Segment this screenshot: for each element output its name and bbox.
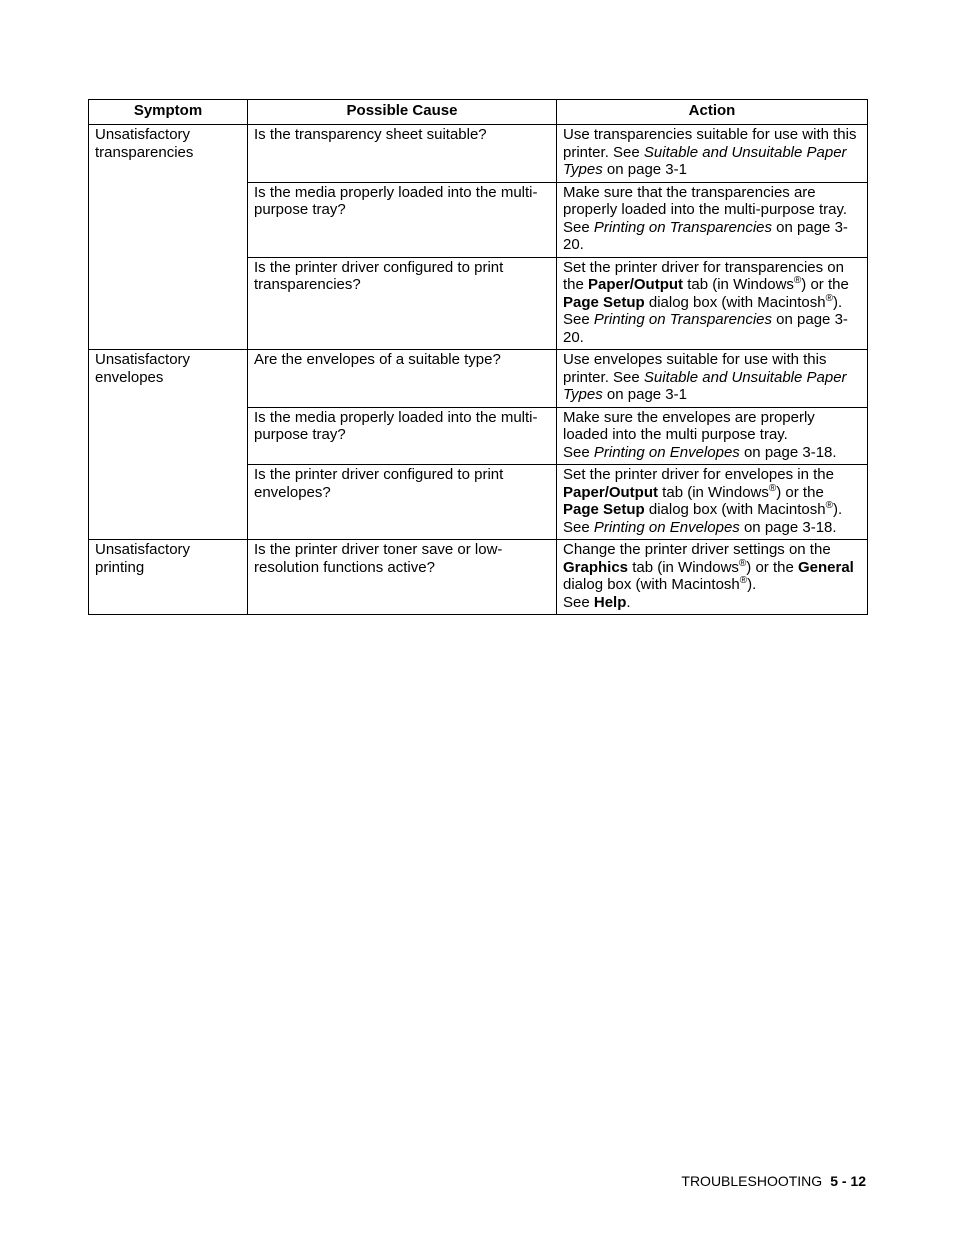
action-cell (557, 125, 868, 183)
cause-cell: Is the printer driver toner save or low-resolution functions active? (248, 540, 557, 615)
table-row (89, 125, 868, 183)
action-text: Make sure the envelopes are properly loaded into the multi purpose tray. (563, 408, 815, 443)
action-text: ) or the (746, 558, 798, 576)
action-text: Set the printer driver for envelopes in the (563, 466, 834, 483)
action-text: tab (in Windows (683, 276, 794, 293)
cause-cell: Is the media properly loaded into the multi-purpose tray? (248, 407, 557, 465)
dialog-name: Page Setup (563, 293, 645, 311)
troubleshooting-table (88, 99, 868, 615)
action-text: tab (in Windows (658, 483, 769, 501)
action-text: See (563, 311, 594, 328)
action-text: ) or the (801, 276, 849, 293)
action-reference: Printing on Envelopes (593, 443, 740, 461)
action-text: Use transparencies suitable for use with this printer. See (563, 126, 857, 161)
action-cell (557, 540, 868, 615)
action-reference: Printing on Transparencies (593, 218, 773, 236)
registered-mark: ® (768, 482, 777, 494)
action-text: ). (833, 501, 843, 518)
action-cell (557, 350, 868, 408)
action-text: on page 3-18. (739, 443, 837, 461)
action-text: ). (833, 293, 843, 311)
header-symptom: Symptom (89, 100, 248, 125)
cause-cell: Are the envelopes of a suitable type? (248, 350, 557, 408)
registered-mark: ® (738, 557, 747, 569)
action-cell (557, 465, 868, 540)
action-cell (557, 257, 868, 350)
table-row (89, 350, 868, 408)
action-text: . (626, 593, 631, 611)
action-text: dialog box (with Macintosh (644, 501, 826, 518)
header-action: Action (557, 100, 868, 125)
action-text: on page 3-1 (602, 386, 687, 403)
page-number: 5 - 12 (830, 1173, 866, 1189)
action-text: See (563, 443, 594, 461)
cause-cell: Is the media properly loaded into the multi-purpose tray? (248, 182, 557, 257)
symptom-cell: Unsatisfactory envelopes (89, 350, 248, 540)
table-row (89, 540, 868, 615)
registered-mark: ® (825, 292, 833, 304)
action-text: on page 3-1 (602, 161, 687, 178)
tab-name: Paper/Output (588, 276, 684, 293)
action-cell (557, 407, 868, 465)
footer-section-title: TROUBLESHOOTING (681, 1173, 823, 1189)
cause-cell: Is the printer driver configured to print transparencies? (248, 257, 557, 350)
registered-mark: ® (825, 500, 833, 511)
action-text: dialog box (with Macintosh (644, 293, 826, 311)
action-text: on page 3-18. (739, 518, 837, 536)
dialog-name: Page Setup (563, 501, 645, 518)
table-header-row (89, 100, 868, 125)
action-text: tab (in Windows (628, 558, 739, 576)
help-reference: Help (593, 593, 627, 611)
cause-cell: Is the printer driver configured to print envelopes? (248, 465, 557, 540)
symptom-cell: Unsatisfactory transparencies (89, 125, 248, 350)
action-text: on page 3-20. (563, 218, 848, 253)
action-text: on page 3-20. (563, 311, 848, 346)
action-reference: Suitable and Unsuitable Paper Types (563, 143, 847, 178)
tab-name: Graphics (563, 558, 629, 576)
action-cell (557, 182, 868, 257)
action-reference: Printing on Transparencies (593, 311, 773, 328)
action-text: See (563, 593, 594, 611)
action-text: Use envelopes suitable for use with this printer. See (563, 351, 827, 386)
action-text: Make sure that the transparencies are properly loaded into the multi-purpose tray. See (563, 183, 848, 236)
symptom-cell: Unsatisfactory printing (89, 540, 248, 615)
tab-name: Paper/Output (563, 483, 659, 501)
action-reference: Suitable and Unsuitable Paper Types (563, 368, 847, 403)
registered-mark: ® (739, 575, 748, 586)
dialog-name: General (797, 558, 854, 576)
action-text: Change the printer driver settings on the (563, 541, 831, 558)
action-text: ) or the (776, 483, 824, 501)
action-reference: Printing on Envelopes (593, 518, 740, 536)
header-possible-cause: Possible Cause (248, 100, 557, 125)
action-text: dialog box (with Macintosh (563, 576, 740, 593)
action-text: See (563, 518, 594, 536)
action-text: Set the printer driver for transparencies on the (563, 258, 844, 293)
action-text: ). (747, 576, 757, 593)
registered-mark: ® (793, 275, 802, 286)
cause-cell: Is the transparency sheet suitable? (248, 125, 557, 183)
page-footer (681, 1173, 866, 1189)
